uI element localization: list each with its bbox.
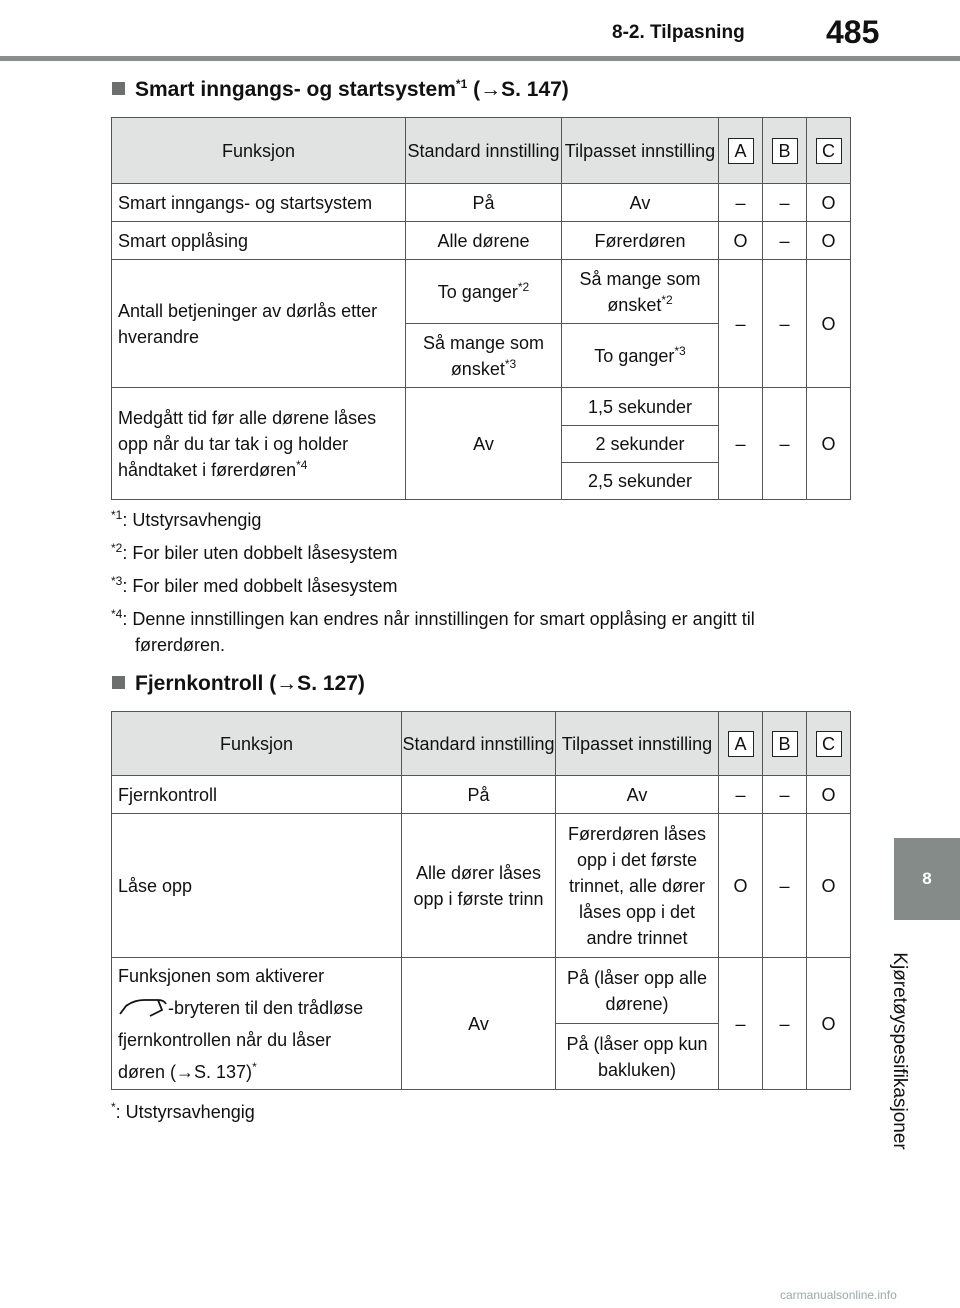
- square-bullet-icon: [112, 82, 125, 95]
- section2-footnotes: [111, 1099, 851, 1125]
- col-standard: Standard innstilling: [402, 712, 556, 776]
- cell-a: O: [719, 222, 763, 260]
- cell-a: –: [719, 184, 763, 222]
- cell-cust: Av: [556, 776, 719, 814]
- col-b: [763, 118, 807, 184]
- car-tailgate-icon: [118, 996, 168, 1018]
- cell-b: –: [763, 222, 807, 260]
- cell-std: To ganger$^{*2}$: [406, 260, 562, 324]
- cell-c: O: [807, 776, 851, 814]
- table-row: [112, 776, 851, 814]
- cell-a: –: [719, 958, 763, 1090]
- page-reference-link[interactable]: (→S. 147): [473, 78, 569, 101]
- cell-cust: To ganger$^{*3}$: [562, 324, 719, 388]
- cell-c: O: [807, 388, 851, 500]
- table-row: [112, 260, 851, 324]
- col-funksjon: Funksjon: [112, 118, 406, 184]
- smart-entry-table: [111, 117, 851, 500]
- cell-cust: 1,5 sekunder: [562, 388, 719, 426]
- cell-c: O: [807, 260, 851, 388]
- cell-std: Av: [402, 958, 556, 1090]
- cell-c: O: [807, 222, 851, 260]
- col-funksjon: Funksjon: [112, 712, 402, 776]
- cell-a: O: [719, 814, 763, 958]
- cell-b: –: [763, 388, 807, 500]
- watermark: carmanualsonline.info: [780, 1288, 897, 1302]
- section2-title-text: Fjernkontroll: [135, 672, 264, 695]
- section-heading: 8-2. Tilpasning: [612, 22, 745, 43]
- cell-cust: Av: [562, 184, 719, 222]
- square-bullet-icon: [112, 676, 125, 689]
- cell-cust: Førerdøren låses opp i det første trinnet, alle dører låses opp i det andre trinnet: [556, 814, 719, 958]
- cell-c: O: [807, 814, 851, 958]
- header-divider: [0, 56, 960, 61]
- col-a: [719, 118, 763, 184]
- box-c: C: [816, 731, 842, 757]
- cell-func: Medgått tid før alle dørene låses opp når du tar tak i og holder håndtaket i førerdøren$^{*4}$: [112, 388, 406, 500]
- col-b: [763, 712, 807, 776]
- cell-std: Så mange som ønsket$^{*3}$: [406, 324, 562, 388]
- cell-func: Smart inngangs- og startsystem: [112, 184, 406, 222]
- cell-cust: På (låser opp kun bakluken): [556, 1024, 719, 1090]
- box-a: A: [728, 138, 754, 164]
- chapter-title: Kjøretøyspesifikasjoner: [889, 952, 910, 1150]
- page-number: 485: [826, 14, 880, 50]
- cell-c: O: [807, 184, 851, 222]
- cell-a: –: [719, 388, 763, 500]
- col-a: [719, 712, 763, 776]
- cell-a: –: [719, 260, 763, 388]
- cell-std: Av: [406, 388, 562, 500]
- cell-func: Fjernkontroll: [112, 776, 402, 814]
- cell-func: Låse opp: [112, 814, 402, 958]
- cell-std: Alle dører låses opp i første trinn: [402, 814, 556, 958]
- cell-b: –: [763, 184, 807, 222]
- footnote: $^{*1}$: Utstyrsavhengig: [111, 508, 262, 530]
- col-tilpasset: Tilpasset innstilling: [556, 712, 719, 776]
- col-c: [807, 712, 851, 776]
- footnote: $^{*2}$: For biler uten dobbelt låsesystem: [111, 541, 398, 563]
- footnote: $^{*3}$: For biler med dobbelt låsesystem: [111, 574, 398, 596]
- section1-title-text: Smart inngangs- og startsystem: [135, 78, 456, 101]
- col-tilpasset: Tilpasset innstilling: [562, 118, 719, 184]
- table-header-row: [112, 712, 851, 776]
- section2-title: [112, 672, 365, 696]
- col-c: [807, 118, 851, 184]
- table-header-row: [112, 118, 851, 184]
- cell-b: –: [763, 776, 807, 814]
- cell-std: På: [402, 776, 556, 814]
- table-row: [112, 958, 851, 1024]
- cell-cust: 2,5 sekunder: [562, 463, 719, 500]
- col-standard: Standard innstilling: [406, 118, 562, 184]
- section1-title: [112, 78, 569, 102]
- cell-c: O: [807, 958, 851, 1090]
- footnote-mark: *1: [455, 77, 468, 91]
- remote-control-table: [111, 711, 851, 1090]
- cell-func: Funksjonen som aktiverer -bryteren til den trådløse fjernkontrollen når du låser døren (→S. 137)*: [112, 958, 402, 1090]
- box-a: A: [728, 731, 754, 757]
- table-row: [112, 222, 851, 260]
- cell-cust: På (låser opp alle dørene): [556, 958, 719, 1024]
- cell-a: –: [719, 776, 763, 814]
- box-b: B: [772, 731, 798, 757]
- cell-b: –: [763, 260, 807, 388]
- box-c: C: [816, 138, 842, 164]
- cell-func: Smart opplåsing: [112, 222, 406, 260]
- cell-func: Antall betjeninger av dørlås etter hverandre: [112, 260, 406, 388]
- cell-cust: Førerdøren: [562, 222, 719, 260]
- chapter-tab[interactable]: 8: [894, 838, 960, 920]
- cell-cust: Så mange som ønsket$^{*2}$: [562, 260, 719, 324]
- page-reference-link[interactable]: (→S. 127): [269, 672, 365, 695]
- table-row: [112, 184, 851, 222]
- cell-b: –: [763, 814, 807, 958]
- cell-std: På: [406, 184, 562, 222]
- cell-std: Alle dørene: [406, 222, 562, 260]
- box-b: B: [772, 138, 798, 164]
- table-row: [112, 388, 851, 426]
- cell-cust: 2 sekunder: [562, 426, 719, 463]
- section1-footnotes: [111, 507, 851, 658]
- cell-b: –: [763, 958, 807, 1090]
- footnote: *: Utstyrsavhengig: [111, 1100, 255, 1122]
- table-row: [112, 814, 851, 958]
- footnote: $^{*4}$: Denne innstillingen kan endres når innstillingen for smart opplåsing er angitt til førerdøren.: [111, 607, 755, 655]
